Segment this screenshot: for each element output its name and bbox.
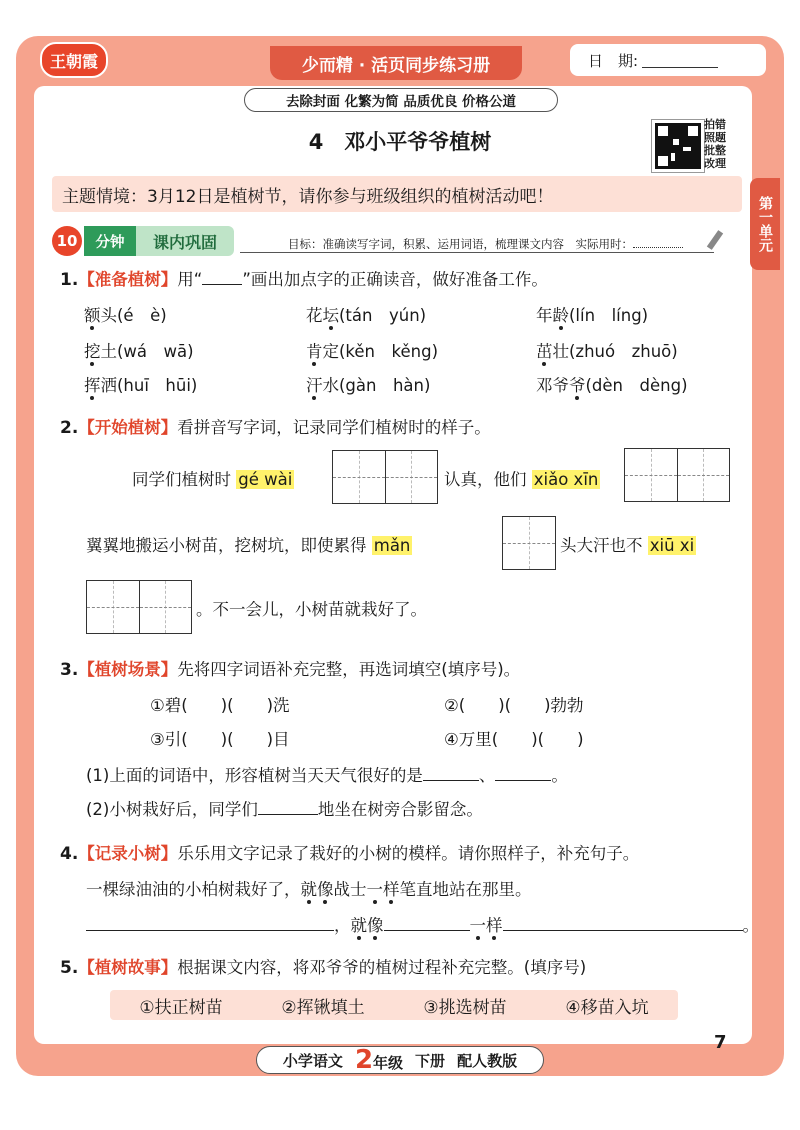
lesson-title: 4 邓小平爷爷植树 [308,130,492,154]
unit-tab: 第一单元 [750,178,780,270]
writing-grid[interactable] [624,448,730,502]
pinyin-prompt: mǎn [373,536,411,555]
q1-item[interactable]: 挥洒(huī hūi) [84,376,198,395]
answer-blank[interactable] [495,766,551,781]
qr-label: 拍错 照题 批整 改理 [704,118,726,170]
writing-grid[interactable] [86,580,192,634]
q2-line-2-text: 翼翼地搬运小树苗，挖树坑，即使累得 mǎn [86,536,411,555]
answer-blank[interactable] [86,916,334,931]
pinyin-prompt: gé wài [238,470,293,489]
brand-logo: 王朝霞 [40,42,108,78]
pinyin-prompt: xiǎo xīn [533,470,599,489]
date-label: 日 期: [588,51,639,70]
question-1-prompt: 1.【准备植树】用“ ”画出加点字的正确读音，做好准备工作。 [60,270,548,290]
q2-line-2-text-b: 头大汗也不 xiū xi [560,536,695,555]
q3-sentence-2: (2)小树栽好后，同学们 地坐在树旁合影留念。 [86,800,483,819]
q1-item[interactable]: 肯定(kěn kěng) [306,342,438,361]
q1-item[interactable]: 汗水(gàn hàn) [306,376,431,395]
answer-blank[interactable] [384,916,470,931]
q1-item[interactable]: 年龄(lín líng) [536,306,649,325]
option-3[interactable]: ③挑选树苗 [423,997,507,1018]
writing-grid[interactable] [332,450,438,504]
time-badge-number: 10 [52,226,82,256]
writing-grid[interactable] [502,516,556,570]
section-name: 课内巩固 [136,226,234,256]
question-3-prompt: 3.【植树场景】先将四字词语补充完整，再选词填空(填序号)。 [60,660,521,680]
q2-line-3-text: 。不一会儿，小树苗就栽好了。 [196,600,427,619]
time-badge-unit: 分钟 [84,226,136,256]
q5-options-bar [110,990,678,1020]
option-1[interactable]: ①扶正树苗 [139,997,223,1018]
option-2[interactable]: ②挥锹填土 [281,997,365,1018]
answer-blank[interactable] [503,916,743,931]
idiom-3[interactable]: ③引( )( )目 [150,730,290,749]
section-goal: 目标：准确读写字词，积累、运用词语，梳理课文内容 实际用时： [288,236,683,252]
q4-fill-sentence: ，就像 一样 。 [86,912,759,936]
q1-item[interactable]: 邓爷爷(dèn dèng) [536,376,688,395]
slogan-banner: 去除封面 化繁为简 品质优良 价格公道 [244,88,558,112]
series-title: 少而精 · 活页同步练习册 [270,46,522,80]
question-4-prompt: 4.【记录小树】乐乐用文字记录了栽好的小树的模样。请你照样子，补充句子。 [60,844,640,864]
q2-line-1-text-b: 认真，他们 xiǎo xīn [444,470,599,489]
q1-item[interactable]: 花坛(tán yún) [306,306,427,325]
date-blank[interactable] [642,53,718,68]
answer-blank[interactable] [423,766,479,781]
q1-item[interactable]: 挖土(wá wā) [84,342,194,361]
idiom-1[interactable]: ①碧( )( )洗 [150,696,290,715]
idiom-4[interactable]: ④万里( )( ) [444,730,584,749]
underline-sample [202,270,242,285]
section-divider [240,252,714,253]
question-5-prompt: 5.【植树故事】根据课文内容，将邓爷爷的植树过程补充完整。(填序号) [60,958,587,978]
question-2-prompt: 2.【开始植树】看拼音写字词，记录同学们植树时的样子。 [60,418,491,438]
date-field[interactable] [570,44,766,76]
option-4[interactable]: ④移苗入坑 [565,997,649,1018]
theme-banner: 主题情境：3月12日是植树节，请你参与班级组织的植树活动吧！ [52,176,742,212]
page-number: 7 [714,1032,727,1053]
qr-code-icon[interactable] [652,120,704,172]
q1-item[interactable]: 茁壮(zhuó zhuō) [536,342,678,361]
q1-item[interactable]: 额头(é è) [84,306,167,325]
answer-blank[interactable] [258,800,318,815]
pinyin-prompt: xiū xi [649,536,695,555]
idiom-2[interactable]: ②( )( )勃勃 [444,696,584,715]
footer-book-info: 小学语文 2年级 下册 配人教版 [256,1046,544,1074]
q3-sentence-1: (1)上面的词语中，形容植树当天天气很好的是 、 。 [86,766,568,785]
q2-line-1-text: 同学们植树时 gé wài [132,470,293,489]
q4-example-sentence: 一棵绿油油的小柏树栽好了，就像战士一样笔直地站在那里。 [86,880,532,899]
time-blank[interactable] [633,247,683,248]
